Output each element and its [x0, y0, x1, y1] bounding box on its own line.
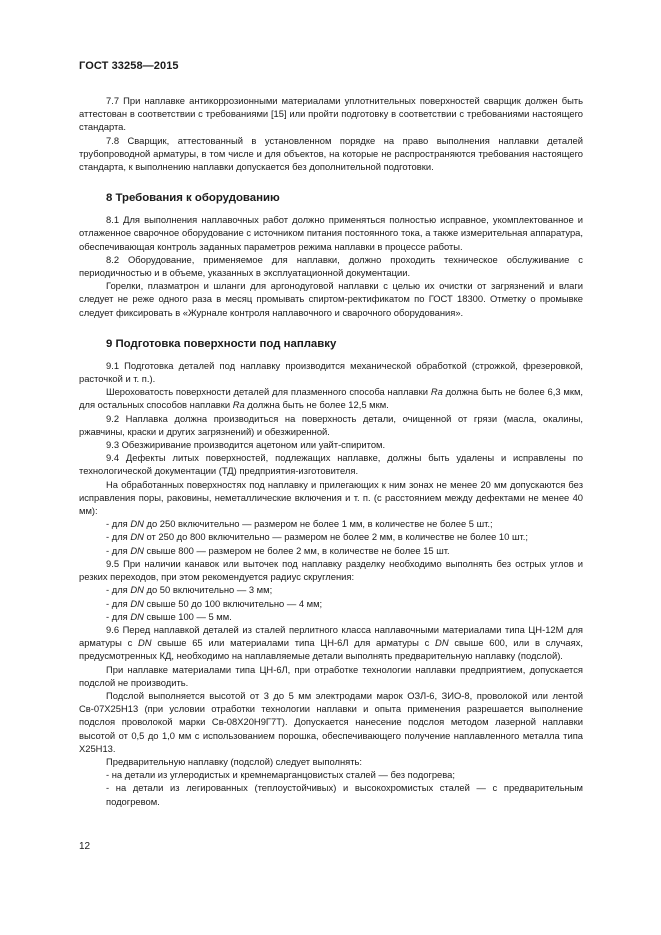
paragraph-7-7: 7.7 При наплавке антикоррозионными материалами уплотнительных поверхностей сварщик должен быть аттестован в соответствии с требованиями [15] или пройти подготовку в соответствии с требованиями настоящего стандарта.	[79, 95, 583, 133]
list-item: - на детали из углеродистых и кремнемарганцовистых сталей — без подогрева;	[106, 769, 455, 781]
defect-list	[79, 517, 583, 557]
list-item: - для DN до 50 включительно — 3 мм;	[106, 584, 273, 596]
paragraph-9-6-cn6l: При наплавке материалами типа ЦН-6Л, при отработке технологии наплавки предприятием, допускается подслой не производить.	[79, 663, 583, 688]
page-number: 12	[79, 841, 91, 852]
section-8-title: 8 Требования к оборудованию	[106, 192, 280, 205]
paragraph-9-1: 9.1 Подготовка деталей под наплавку производится механической обработкой (строжкой, фрезеровкой, расточкой и т. п.).	[79, 359, 583, 385]
document-header: ГОСТ 33258—2015	[79, 60, 179, 72]
paragraph-7-8: 7.8 Сварщик, аттестованный в установленном порядке на право выполнения наплавки деталей трубопроводной арматуры, в том числе и для объектов, на которые не распространяются требования настоящего стандарта, к выполнению наплавки допускается без дополнительной подготовки.	[79, 134, 583, 173]
list-item: - для DN до 250 включительно — размером не более 1 мм, в количестве не более 5 шт.;	[106, 518, 493, 530]
paragraph-9-6-sublayer: Подслой выполняется высотой от 3 до 5 мм электродами марок ОЗЛ-6, ЗИО-8, проволокой или лентой Св-07Х25Н13 (при условии отработки технологии наплавки и опыта применения разрешается выполнение подслоя проволокой марки Св-08Х20Н9Г7Т). Допускается нанесение подслоя методом лазерной наплавки высотой от 0,5 до 1,0 мм с использованием порошка, обеспечивающего получение наплавленного металла типа Х25Н13.	[79, 689, 583, 754]
list-item: - для DN от 250 до 800 включительно — размером не более 2 мм, в количестве не более 10 шт.;	[106, 531, 528, 543]
paragraph-9-5: 9.5 При наличии канавок или выточек под наплавку разделку необходимо выполнять без острых углов и резких переходов, при этом рекомендуется радиус скругления:	[79, 557, 583, 583]
list-item: - на детали из легированных (теплоустойчивых) и высокохромистых сталей — с предварительным подогревом.	[106, 782, 583, 807]
document-body	[79, 94, 583, 808]
paragraph-9-6: 9.6 Перед наплавкой деталей из сталей перлитного класса наплавочными материалами типа ЦН-12М для арматуры с DN свыше 65 или материалами типа ЦН-6Л для арматуры с DN свыше 600, или в случаях, предусмотренных КД, необходимо на наплавляемые детали выполнять предварительную наплавку (подслой).	[79, 623, 583, 662]
paragraph-9-2: 9.2 Наплавка должна производиться на поверхность детали, очищенной от грязи (масла, окалины, ржавчины, краски и других загрязнений) и обезжиренной.	[79, 412, 583, 437]
preheat-list	[79, 768, 583, 808]
paragraph-8-1: 8.1 Для выполнения наплавочных работ должно применяться полностью исправное, укомплектованное и отлаженное сварочное оборудование с источником питания постоянного тока, а также измерительная аппаратура, обеспечивающая контроль заданных параметров режима наплавки в процессе работы.	[79, 214, 583, 252]
paragraph-9-3: 9.3 Обезжиривание производится ацетоном или уайт-спиритом.	[106, 439, 386, 451]
paragraph-9-4: 9.4 Дефекты литых поверхностей, подлежащих наплавке, должны быть удалены и исправлены по технологической документации (ТД) предприятия-изготовителя.	[79, 452, 583, 477]
paragraph-9-6-preheat: Предварительную наплавку (подслой) следует выполнять:	[106, 755, 362, 767]
paragraph-8-2: 8.2 Оборудование, применяемое для наплавки, должно проходить техническое обслуживание с периодичностью и в объеме, указанных в эксплуатационной документации.	[79, 253, 583, 279]
radius-list	[79, 583, 583, 623]
section-9-title: 9 Подготовка поверхности под наплавку	[106, 337, 337, 350]
paragraph-9-4-defects: На обработанных поверхностях под наплавку и прилегающих к ним зонах не менее 20 мм допускаются без исправления поры, раковины, неметаллические включения и т. п. (с расстоянием между дефектами не менее 40 мм):	[79, 478, 583, 517]
paragraph-8-2-cleaning: Горелки, плазматрон и шланги для аргонодуговой наплавки с целью их очистки от загрязнений и влаги следует не реже одного раза в месяц промывать спиртом-ректификатом по ГОСТ 18300. Отметку о промывке следует фиксировать в «Журнале контроля наплавочного и сварочного оборудования».	[79, 280, 583, 318]
list-item: - для DN свыше 100 — 5 мм.	[106, 610, 232, 622]
list-item: - для DN свыше 50 до 100 включительно — 4 мм;	[106, 597, 323, 609]
list-item: - для DN свыше 800 — размером не более 2 мм, в количестве не более 15 шт.	[106, 544, 450, 556]
paragraph-9-1-roughness: Шероховатость поверхности деталей для плазменного способа наплавки Ra должна быть не более 6,3 мкм, для остальных способов наплавки Ra должна быть не более 12,5 мкм.	[79, 386, 583, 411]
